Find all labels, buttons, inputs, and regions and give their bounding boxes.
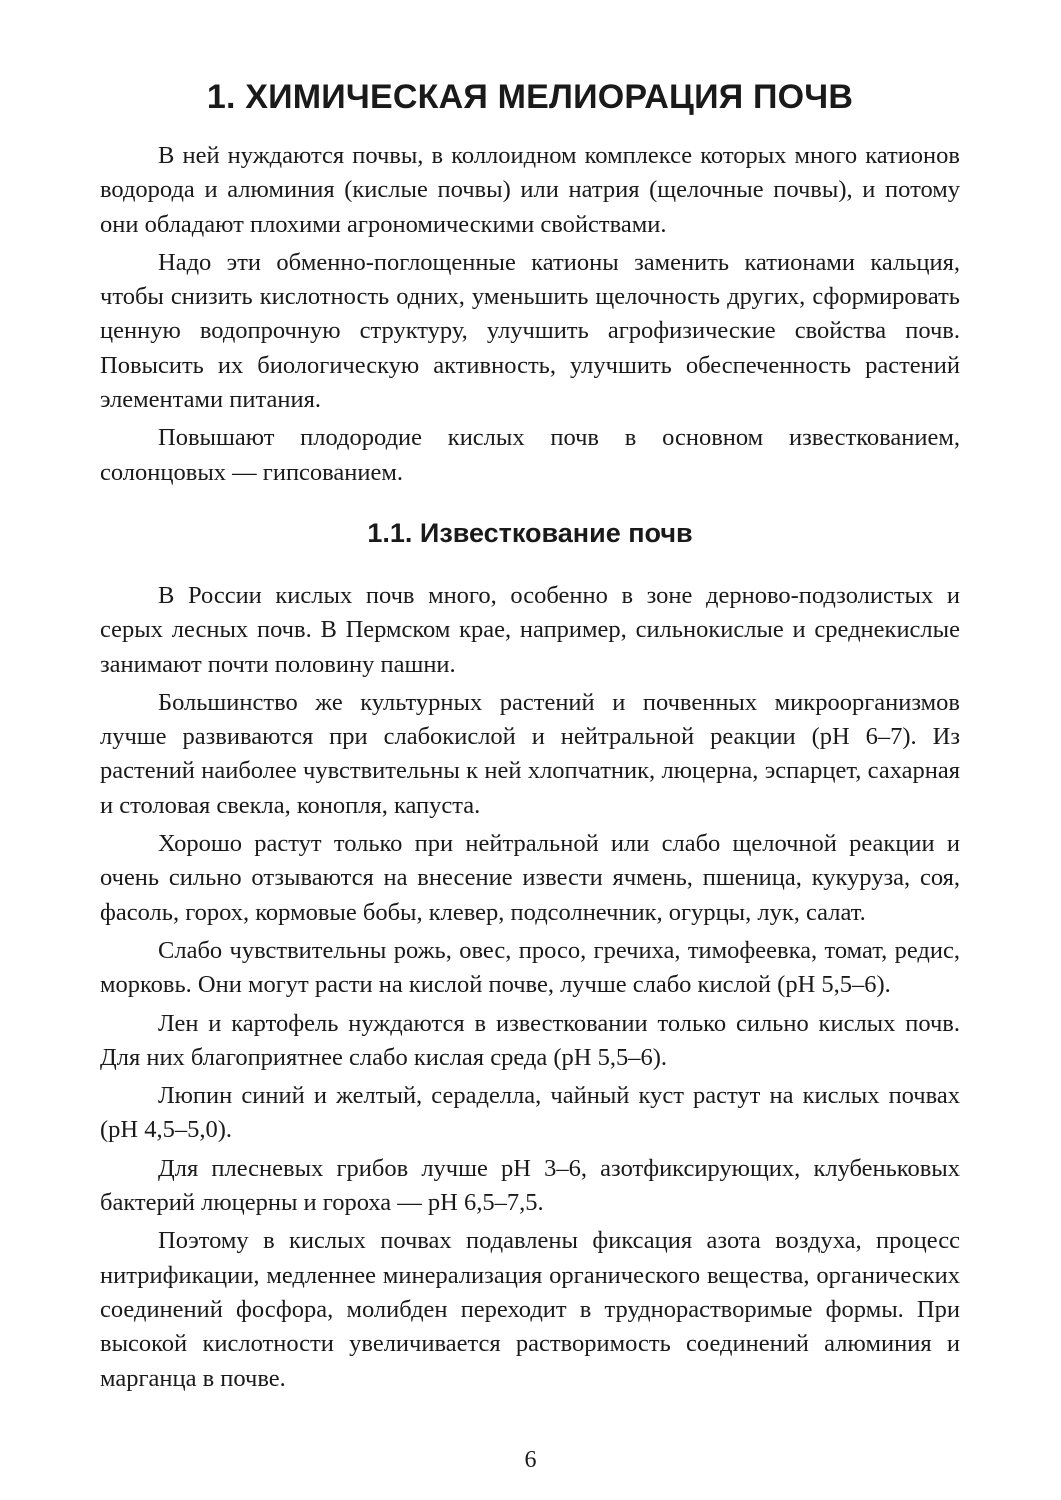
paragraph: Надо эти обменно-поглощенные катионы заменить катионами кальция, чтобы снизить кислотность одних, уменьшить щелочность других, сформировать ценную водопрочную структуру, улучшить агрофизические свойства почв. Повысить их биологическую активность, улучшить обеспеченность растений элементами питания. bbox=[100, 248, 960, 414]
paragraph: В ней нуждаются почвы, в коллоидном комплексе которых много катионов водорода и алюминия (кислые почвы) или натрия (щелочные почвы), и потому они обладают плохими агрономическими свойствами. bbox=[100, 142, 960, 238]
section-title: 1.1. Известкование почв bbox=[367, 517, 693, 548]
page-content bbox=[100, 70, 960, 1400]
paragraph: Для плесневых грибов лучше рН 3–6, азотфиксирующих, клубеньковых бактерий люцерны и гороха — рН 6,5–7,5. bbox=[100, 1154, 960, 1217]
paragraph: Лен и картофель нуждаются в известковании только сильно кислых почв. Для них благоприятнее слабо кислая среда (рН 5,5–6). bbox=[100, 1009, 960, 1071]
paragraph: Слабо чувствительны рожь, овес, просо, гречиха, тимофеевка, томат, редис, морковь. Они могут расти на кислой почве, лучше слабо кислой (рН 5,5–6). bbox=[100, 936, 960, 999]
chapter-title: 1. ХИМИЧЕСКАЯ МЕЛИОРАЦИЯ ПОЧВ bbox=[206, 78, 854, 116]
paragraph: Хорошо растут только при нейтральной или слабо щелочной реакции и очень сильно отзываются на внесение извести ячмень, пшеница, кукуруза, соя, фасоль, горох, кормовые бобы, клевер, подсолнечник, огурцы, лук, салат. bbox=[100, 830, 960, 926]
paragraph: Большинство же культурных растений и почвенных микроорганизмов лучше развиваются при слабокислой и нейтральной реакции (рН 6–7). Из растений наиболее чувствительны к ней хлопчатник, люцерна, эспарцет, сахарная и столовая свекла, конопля, капуста. bbox=[100, 688, 960, 819]
paragraph: Люпин синий и желтый, сераделла, чайный куст растут на кислых почвах (рН 4,5–5,0). bbox=[100, 1082, 960, 1144]
paragraph: Поэтому в кислых почвах подавлены фиксация азота воздуха, процесс нитрификации, медленнее минерализация органического вещества, органических соединений фосфора, молибден переходит в труднорастворимые формы. При высокой кислотности увеличивается растворимость соединений алюминия и марганца в почве. bbox=[100, 1227, 960, 1392]
page-number: 6 bbox=[524, 1447, 537, 1473]
paragraph: В России кислых почв много, особенно в зоне дерново-подзолистых и серых лесных почв. В Пермском крае, например, сильнокислые и среднекислые занимают почти половину пашни. bbox=[100, 581, 960, 678]
paragraph: Повышают плодородие кислых почв в основном известкованием, солонцовых — гипсованием. bbox=[100, 424, 960, 486]
